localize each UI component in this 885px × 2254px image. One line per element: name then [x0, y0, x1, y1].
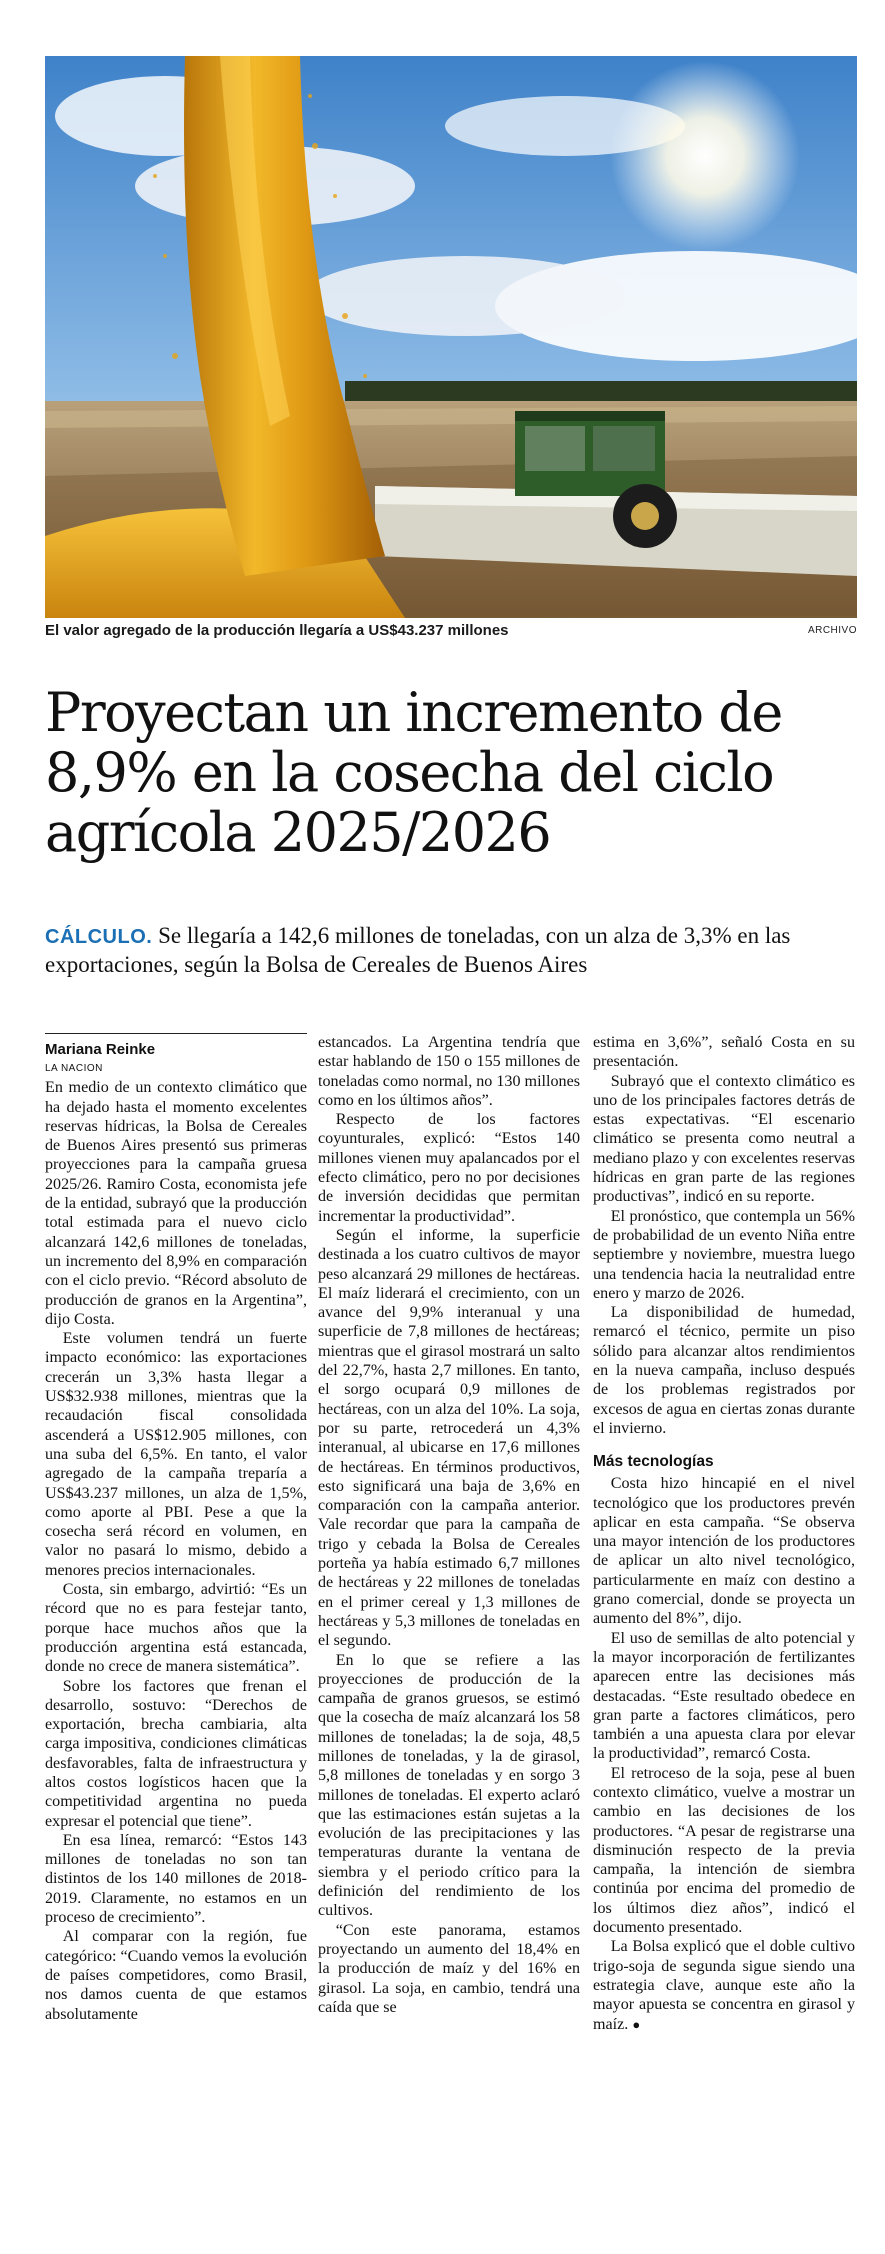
paragraph: Costa hizo hincapié en el nivel tecnológico que los productores prevén aplicar en esta campaña. “Se observa una mayor intención de los productores de aplicar un alto nivel tecnológico, particularmente en maíz con destino a grano comercial, donde se proyecta un aumento del 8%”, dijo.	[593, 1475, 855, 1628]
paragraph: El pronóstico, que contempla un 56% de probabilidad de un evento Niña entre septiembre y noviembre, muestra luego una tendencia hacia la neutralidad entre enero y marzo de 2026.	[593, 1207, 855, 1302]
harvest-photo-illustration	[45, 56, 857, 618]
photo-credit: ARCHIVO	[807, 625, 857, 636]
final-paragraph-text: La Bolsa explicó que el doble cultivo trigo-soja de segunda sigue siendo una estrategia clave, aunque este año la mayor apuesta se concentra en girasol y maíz.	[593, 1938, 855, 2033]
end-mark-icon: ●	[632, 2016, 641, 2032]
paragraph: El retroceso de la soja, pese al buen contexto climático, vuelve a mostrar un cambio en las decisiones de los productores. “A pesar de registrarse una disminución respecto de la previa campaña, la intención de siembra continúa por encima del promedio de los últimos diez años”, indicó el documento presentado.	[593, 1764, 855, 1937]
paragraph: En esa línea, remarcó: “Estos 143 millones de toneladas no son tan distintos de los 140 millones de 2018-2019. Claramente, no estamos en un proceso de crecimiento”.	[45, 1831, 307, 1927]
paragraph: “Con este panorama, estamos proyectando un aumento del 18,4% en la producción de maíz y del 16% en girasol. La soja, en cambio, tendrá una caída que se	[318, 1921, 580, 2016]
article-column-2	[318, 1033, 580, 2243]
paragraph	[593, 1937, 855, 2033]
paragraph: estancados. La Argentina tendría que estar hablando de 150 o 155 millones de toneladas como normal, no 130 millones como en los últimos años”.	[318, 1034, 580, 1109]
paragraph: El uso de semillas de alto potencial y la mayor incorporación de fertilizantes aparecen entre las decisiones más destacadas. “Este resultado obedece en gran parte a factores climáticos, pero también a una apuesta clara por elevar la productividad”, remarcó Costa.	[593, 1629, 855, 1763]
deck-kicker: CÁLCULO.	[45, 926, 153, 948]
paragraph: Al comparar con la región, fue categórico: “Cuando vemos la evolución de países competidores, como Brasil, nos damos cuenta de que estamos absolutamente	[45, 1928, 307, 2023]
article-column-1	[45, 1033, 307, 2243]
paragraph: En medio de un contexto climático que ha dejado hasta el momento excelentes reservas hídricas, la Bolsa de Cereales de Buenos Aires presentó sus primeras proyecciones para la campaña gruesa 2025/26. Ramiro Costa, economista jefe de la entidad, subrayó que la producción total estimada para el nuevo ciclo alcanzará 142,6 millones de toneladas, un incremento del 8,9% en comparación con el ciclo previo. “Récord absoluto de producción de granos en la Argentina”, dijo Costa.	[45, 1079, 307, 1328]
paragraph: Respecto de los factores coyunturales, explicó: “Estos 140 millones vienen muy apalancados por el efecto climático, pero no por decisiones de inversión decididas que permitan incrementar la productividad”.	[318, 1111, 580, 1225]
paragraph: En lo que se refiere a las proyecciones de producción de la campaña de granos gruesos, se estimó que la cosecha de maíz alcanzará los 58 millones de toneladas; la de soja, 48,5 millones de toneladas, y la de girasol, 5,8 millones de toneladas y en sorgo 3 millones de toneladas. El experto aclaró que las estimaciones están sujetas a la evolución de las precipitaciones y las temperaturas durante la ventana de siembra y el periodo crítico para la definición del rendimiento de los cultivos.	[318, 1651, 580, 1920]
photo-caption: El valor agregado de la producción llegaría a US$43.237 millones	[45, 622, 509, 639]
deck	[45, 922, 855, 979]
byline-source: LA NACION	[45, 1063, 103, 1074]
paragraph: Costa, sin embargo, advirtió: “Es un récord que no es para festejar tanto, porque hace muchos años que la producción argentina está estancada, donde no crece de manera sistemática”.	[45, 1581, 307, 1676]
deck-text: Se llegaría a 142,6 millones de toneladas, con un alza de 3,3% en las exportaciones, según la Bolsa de Cereales de Buenos Aires	[45, 923, 791, 977]
subheading: Más tecnologías	[593, 1453, 714, 1471]
harvest-photo	[45, 56, 857, 618]
headline: Proyectan un incremento de 8,9% en la cosecha del ciclo agrícola 2025/2026	[45, 681, 782, 864]
paragraph: Este volumen tendrá un fuerte impacto económico: las exportaciones crecerán un 3,3% hasta llegar a US$32.938 millones, mientras que la recaudación fiscal consolidada ascenderá a US$12.905 millones, con una suba del 6,5%. En tanto, el valor agregado de la campaña treparía a US$43.237 millones, un alza de 1,5%, como aporte al PBI. Pese a que la cosecha será récord en volumen, en valor no pasará lo mismo, debido a menores precios internacionales.	[45, 1330, 307, 1579]
paragraph: estima en 3,6%”, señaló Costa en su presentación.	[593, 1034, 855, 1071]
article-column-3	[593, 1033, 855, 2243]
paragraph: La disponibilidad de humedad, remarcó el técnico, permite un piso sólido para alcanzar altos rendimientos en la nueva campaña, incluso después de los problemas registrados por excesos de agua en ciertas zonas durante el invierno.	[593, 1304, 855, 1437]
paragraph: Subrayó que el contexto climático es uno de los principales factores detrás de estas expectativas. “El escenario climático se presenta como neutral a mediano plazo y con excelentes reservas hídricas en gran parte de las regiones productivas”, indicó en su reporte.	[593, 1072, 855, 1206]
paragraph: Según el informe, la superficie destinada a los cuatro cultivos de mayor peso alcanzará 29 millones de hectáreas. El maíz liderará el crecimiento, con un avance del 9,9% interanual y una superficie de 7,8 millones de hectáreas; mientras que el girasol mostrará un salto del 22,7%, hasta 2,7 millones. En tanto, el sorgo ocupará 0,9 millones de hectáreas, con un alza del 10%. La soja, por su parte, retrocederá un 4,3% interanual, al ubicarse en 17,6 millones de hectáreas. En términos productivos, esto significará una baja de 3,6% en comparación con la campaña anterior. Vale recordar que para la campaña de trigo y cebada la Bolsa de Cereales porteña ya había estimado 6,7 millones de hectáreas y 22 millones de toneladas en el primer cereal y 1,3 millones de hectáreas y 5,3 millones de toneladas en el segundo.	[318, 1226, 580, 1650]
paragraph: Sobre los factores que frenan el desarrollo, sostuvo: “Derechos de exportación, brecha cambiaria, alta carga impositiva, condiciones climáticas desfavorables, falta de infraestructura y altos costos logísticos hacen que la competitividad argentina no pueda expresar el potencial que tiene”.	[45, 1677, 307, 1830]
byline-divider	[45, 1033, 307, 1034]
byline-author: Mariana Reinke	[45, 1041, 156, 1058]
